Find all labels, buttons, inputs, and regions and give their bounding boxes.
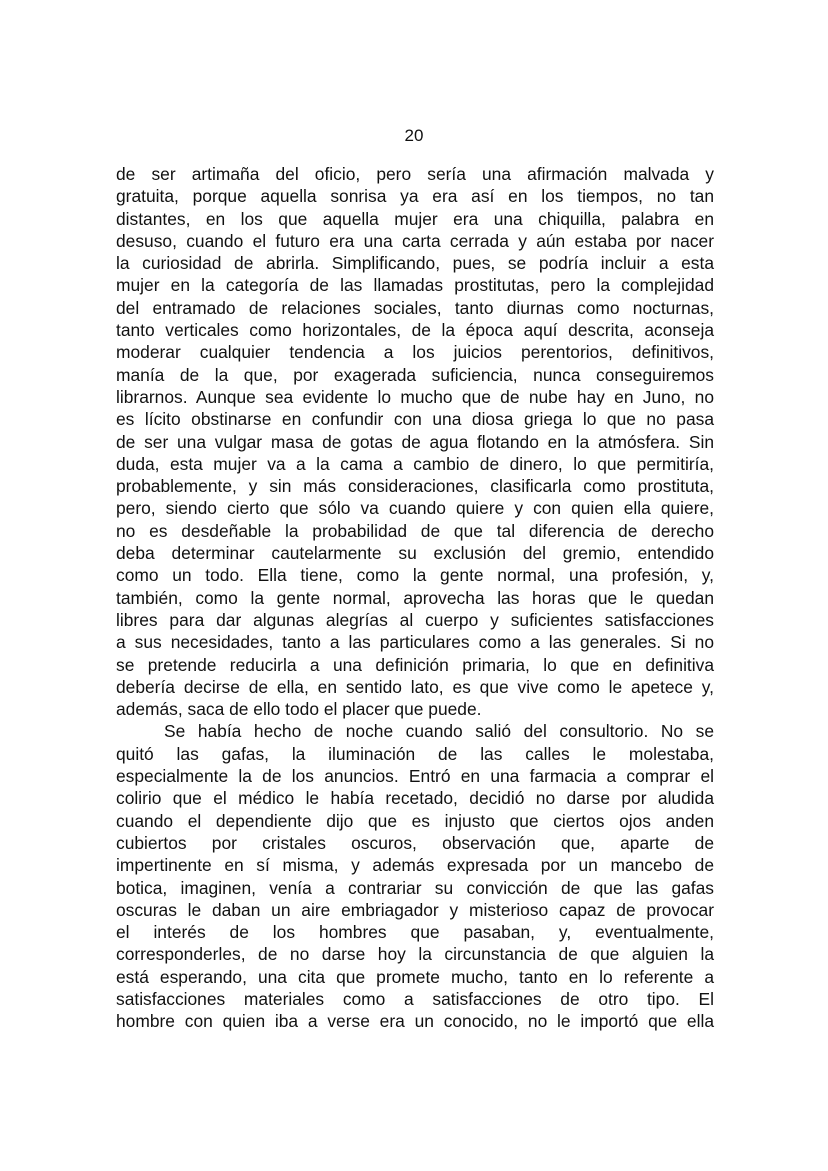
text-line: oscuras le daban un aire embriagador y misterioso capaz de provocar	[116, 899, 714, 920]
text-line: distantes, en los que aquella mujer era una chiquilla, palabra en	[116, 208, 714, 229]
text-line: duda, esta mujer va a la cama a cambio de dinero, lo que permitiría,	[116, 453, 714, 474]
body-text	[116, 163, 714, 1033]
text-line: está esperando, una cita que promete mucho, tanto en lo referente a	[116, 966, 714, 987]
text-line: se pretende reducirla a una definición primaria, lo que en definitiva	[116, 654, 714, 675]
text-line: gratuita, porque aquella sonrisa ya era así en los tiempos, no tan	[116, 186, 714, 207]
text-line: especialmente la de los anuncios. Entró en una farmacia a comprar el	[116, 766, 714, 787]
text-line: colirio que el médico le había recetado, decidió no darse por aludida	[116, 788, 714, 809]
paragraph	[116, 720, 714, 1032]
text-line: a sus necesidades, tanto a las particulares como a las generales. Si no	[116, 632, 714, 653]
text-line: es lícito obstinarse en confundir con una diosa griega lo que no pasa	[116, 409, 714, 430]
text-line: manía de la que, por exagerada suficiencia, nunca conseguiremos	[116, 364, 714, 385]
text-line: impertinente en sí misma, y además expresada por un mancebo de	[116, 855, 714, 876]
text-line: debería decirse de ella, en sentido lato, es que vive como le apetece y,	[116, 676, 714, 697]
text-line: del entramado de relaciones sociales, tanto diurnas como nocturnas,	[116, 297, 714, 318]
paragraph	[116, 163, 714, 720]
text-line: botica, imaginen, venía a contrariar su convicción de que las gafas	[116, 877, 714, 898]
text-line: también, como la gente normal, aprovecha las horas que le quedan	[116, 587, 714, 608]
text-line: quitó las gafas, la iluminación de las calles le molestaba,	[116, 743, 714, 764]
text-line: de ser artimaña del oficio, pero sería una afirmación malvada y	[116, 164, 714, 184]
text-line: corresponderles, de no darse hoy la circunstancia de que alguien la	[116, 944, 714, 965]
text-line: libres para dar algunas alegrías al cuerpo y suficientes satisfacciones	[116, 609, 714, 630]
page-number: 20	[404, 126, 424, 145]
text-line: moderar cualquier tendencia a los juicios perentorios, definitivos,	[116, 342, 714, 363]
text-line: desuso, cuando el futuro era una carta cerrada y aún estaba por nacer	[116, 230, 714, 251]
text-line: el interés de los hombres que pasaban, y, eventualmente,	[116, 922, 714, 943]
text-line: satisfacciones materiales como a satisfacciones de otro tipo. El	[116, 988, 714, 1009]
text-line: mujer en la categoría de las llamadas prostitutas, pero la complejidad	[116, 275, 714, 296]
text-line: hombre con quien iba a verse era un conocido, no le importó que ella	[116, 1011, 714, 1032]
text-line: como un todo. Ella tiene, como la gente normal, una profesión, y,	[116, 565, 714, 586]
text-line: la curiosidad de abrirla. Simplificando, pues, se podría incluir a esta	[116, 253, 714, 274]
text-line: deba determinar cautelarmente su exclusión del gremio, entendido	[116, 543, 714, 564]
text-line: no es desdeñable la probabilidad de que tal diferencia de derecho	[116, 520, 714, 541]
text-line: Se había hecho de noche cuando salió del consultorio. No se	[164, 721, 714, 742]
text-line: cuando el dependiente dijo que es injusto que ciertos ojos anden	[116, 810, 714, 831]
text-line: tanto verticales como horizontales, de la época aquí descrita, aconseja	[116, 320, 714, 341]
text-line: probablemente, y sin más consideraciones, clasificarla como prostituta,	[116, 476, 714, 497]
text-line: además, saca de ello todo el placer que puede.	[116, 699, 482, 720]
text-line: cubiertos por cristales oscuros, observación que, aparte de	[116, 832, 714, 853]
text-line: de ser una vulgar masa de gotas de agua flotando en la atmósfera. Sin	[116, 431, 714, 452]
text-line: librarnos. Aunque sea evidente lo mucho que de nube hay en Juno, no	[116, 386, 714, 407]
text-line: pero, siendo cierto que sólo va cuando quiere y con quien ella quiere,	[116, 498, 714, 519]
